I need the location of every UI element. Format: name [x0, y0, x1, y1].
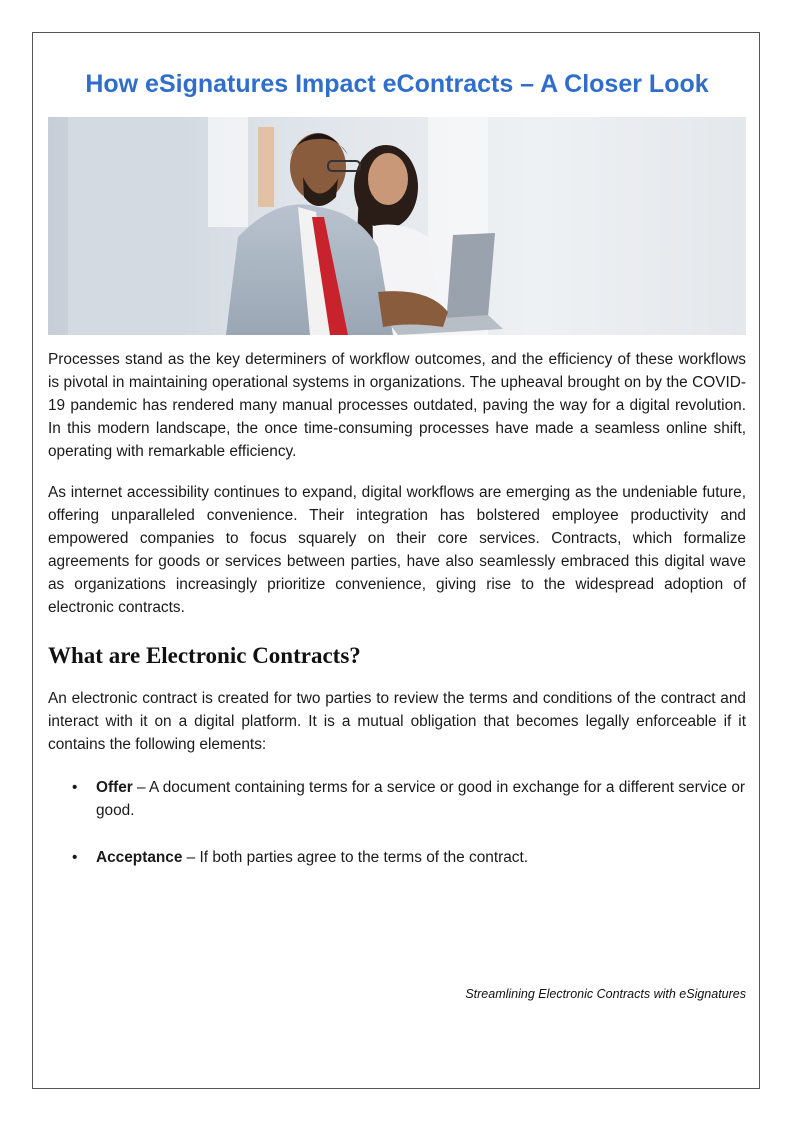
- bullet-icon: •: [72, 849, 78, 866]
- hero-image: [48, 117, 746, 335]
- list-item: [48, 776, 746, 822]
- section-heading: What are Electronic Contracts?: [48, 643, 361, 668]
- footer-caption: Streamlining Electronic Contracts with eSignatures: [465, 987, 746, 1001]
- intro-paragraph-2: As internet accessibility continues to expand, digital workflows are emerging as the undeniable future, offering unparalleled convenience. Their integration has bolstered employee productivity and empowered companies to focus squarely on their core services. Contracts, which formalize agreements for goods or services between parties, have also seamlessly embraced this digital wave as organizations increasingly prioritize convenience, giving rise to the widespread adoption of electronic contracts.: [48, 484, 746, 616]
- list-item-text: – If both parties agree to the terms of the contract.: [182, 849, 529, 866]
- hero-illustration: [48, 117, 746, 335]
- document-body: [48, 348, 746, 893]
- bullet-icon: •: [72, 779, 78, 796]
- list-item-text: – A document containing terms for a service or good in exchange for a different service or good.: [96, 779, 746, 819]
- section-paragraph: An electronic contract is created for two parties to review the terms and conditions of the contract and interact with it on a digital platform. It is a mutual obligation that becomes legally enforceable if it contains the following elements:: [48, 690, 746, 753]
- intro-paragraph-1: Processes stand as the key determiners of workflow outcomes, and the efficiency of these workflows is pivotal in maintaining operational systems in organizations. The upheaval brought on by the COVID-19 pandemic has rendered many manual processes outdated, paving the way for a digital revolution. In this modern landscape, the once time-consuming processes have made a seamless online shift, operating with remarkable efficiency.: [48, 351, 746, 460]
- document-title: How eSignatures Impact eContracts – A Closer Look: [85, 70, 709, 98]
- list-item: [48, 846, 746, 869]
- list-item-term: Offer: [96, 779, 133, 796]
- elements-list: [48, 776, 746, 869]
- list-item-term: Acceptance: [96, 849, 183, 866]
